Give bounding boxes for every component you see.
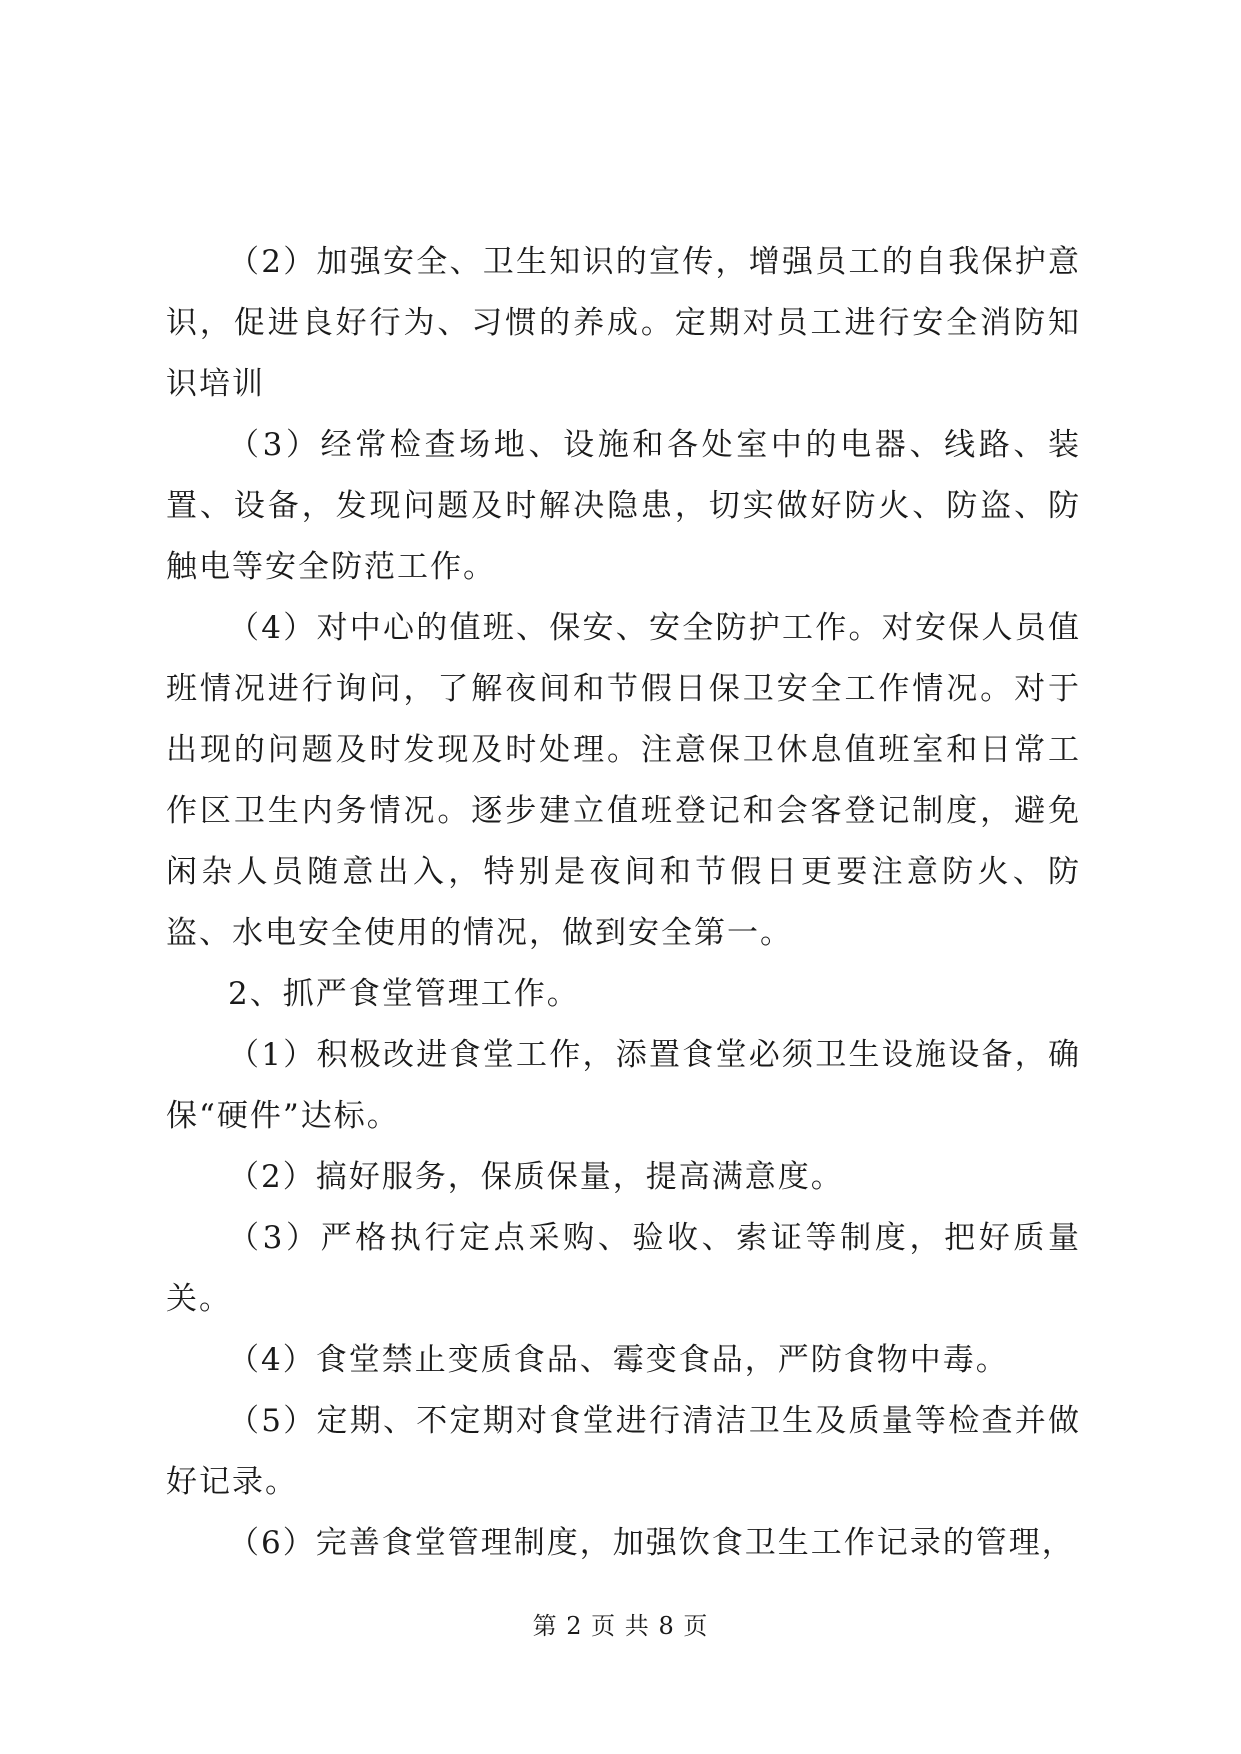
document-body xyxy=(166,232,1081,1574)
paragraph-canteen-food-safety: （4）食堂禁止变质食品、霉变食品，严防食物中毒。 xyxy=(228,1342,1009,1378)
paragraph-canteen-management: （6）完善食堂管理制度，加强饮食卫生工作记录的管理， xyxy=(228,1525,1075,1561)
paragraph-facility-inspection: （3）经常检查场地、设施和各处室中的电器、线路、装置、设备，发现问题及时解决隐患，切实做好防火、防盗、防触电等安全防范工作。 xyxy=(166,427,1081,585)
paragraph-canteen-inspection: （5）定期、不定期对食堂进行清洁卫生及质量等检查并做好记录。 xyxy=(166,1403,1081,1500)
page-number-footer: 第 2 页 共 8 页 xyxy=(532,1612,709,1640)
paragraph-canteen-procurement: （3）严格执行定点采购、验收、索证等制度，把好质量关。 xyxy=(166,1220,1081,1317)
paragraph-canteen-facilities: （1）积极改进食堂工作，添置食堂必须卫生设施设备，确保“硬件”达标。 xyxy=(166,1037,1081,1134)
paragraph-duty-security: （4）对中心的值班、保安、安全防护工作。对安保人员值班情况进行询问，了解夜间和节假日保卫安全工作情况。对于出现的问题及时发现及时处理。注意保卫休息值班室和日常工作区卫生内务情况。逐步建立值班登记和会客登记制度，避免闲杂人员随意出入，特别是夜间和节假日更要注意防火、防盗、水电安全使用的情况，做到安全第一。 xyxy=(166,610,1081,951)
paragraph-safety-education: （2）加强安全、卫生知识的宣传，增强员工的自我保护意识，促进良好行为、习惯的养成。定期对员工进行安全消防知识培训 xyxy=(166,244,1081,402)
section-heading-canteen: 2、抓严食堂管理工作。 xyxy=(228,976,580,1012)
paragraph-canteen-service: （2）搞好服务，保质保量，提高满意度。 xyxy=(228,1159,844,1195)
